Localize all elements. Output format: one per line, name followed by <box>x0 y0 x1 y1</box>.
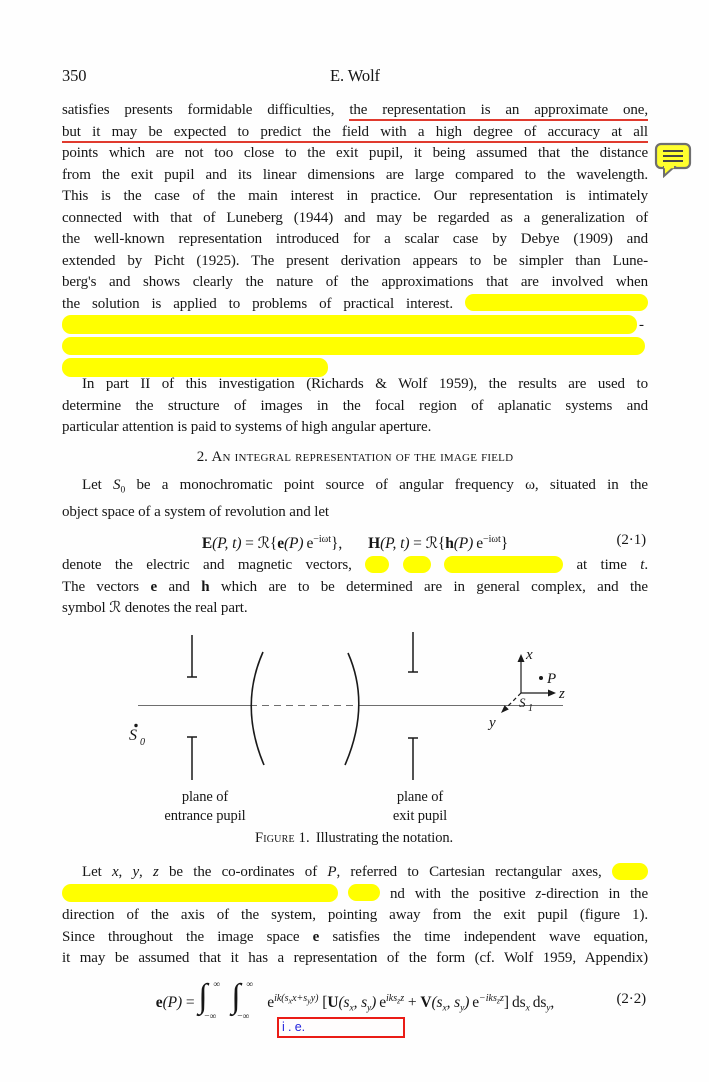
args: (P) <box>162 994 183 1011</box>
text-run: -direction in the <box>541 885 649 902</box>
operator: = ℛ{ <box>241 535 278 552</box>
figure-1-diagram <box>0 628 709 854</box>
exp-sub-y: y <box>307 996 311 1006</box>
text-line: connected with that of Luneberg (1944) and may be regarded as a generalization of <box>62 209 648 226</box>
bracket: [ <box>322 994 328 1011</box>
point-P-dot <box>539 676 543 680</box>
z-axis-arrowhead <box>548 690 556 697</box>
z-axis-label: z <box>559 686 565 702</box>
exponent <box>386 993 404 1004</box>
section-heading <box>62 449 648 466</box>
sticky-note-annotation[interactable] <box>654 142 694 178</box>
running-head-author: E. Wolf <box>330 66 380 85</box>
sub-x: x <box>525 1003 530 1014</box>
highlight-annotation[interactable] <box>348 884 380 901</box>
exp-base: e <box>472 994 480 1011</box>
text-line <box>62 577 648 599</box>
variable: t <box>640 557 645 573</box>
text-line: direction of the axis of the system, pointing away from the exit pupil (figure 1). <box>62 907 648 923</box>
text-line: object space of a system of revolution and let <box>62 504 329 520</box>
args: (P, t) <box>380 535 410 552</box>
paragraph-2 <box>62 374 648 439</box>
text-line: symbol ℛ denotes the real part. <box>62 600 248 616</box>
exp-run: y) <box>310 993 319 1004</box>
note-box-text: i . e. <box>282 1020 306 1034</box>
point-S1-subscript: 1 <box>528 703 533 714</box>
paragraph-5 <box>62 862 648 970</box>
punctuation: , <box>550 994 555 1011</box>
text-run: and <box>157 578 202 595</box>
subscript <box>526 1004 530 1014</box>
vector-V: V <box>420 994 432 1011</box>
text-line: the well-known representation introduced for a scalar case by Debye (1909) and <box>62 231 648 247</box>
text-line: points which are not too close to the exit pupil, it being assumed that the distance <box>62 145 648 161</box>
args: (P) <box>453 535 474 552</box>
text-run: satisfies presents formidable difficulties, <box>62 102 350 118</box>
sub-y: y <box>367 1003 372 1014</box>
vector-E: E <box>201 535 213 552</box>
highlight-annotation[interactable] <box>62 315 637 334</box>
args: (P) <box>283 535 304 552</box>
text-line <box>62 927 648 949</box>
exp-run: −iks <box>479 993 497 1004</box>
text-line <box>62 294 648 316</box>
text-line <box>62 884 648 906</box>
text-line <box>62 122 648 144</box>
exp-run: x+s <box>292 993 308 1004</box>
integral-upper-limit: ∞ <box>213 980 220 990</box>
exp-run: z <box>500 993 504 1004</box>
x-axis-label: x <box>526 647 533 663</box>
exit-pupil-label-line1: plane of <box>396 789 444 805</box>
args: ) <box>464 994 470 1011</box>
exponent <box>274 993 318 1004</box>
subscript: 0 <box>120 485 126 496</box>
note-box-annotation[interactable] <box>277 1017 405 1038</box>
args: (P, t) <box>212 535 242 552</box>
vector-e: e <box>155 994 163 1011</box>
differential: ds <box>511 994 526 1011</box>
text-run: , referred to Cartesian rectangular axes, <box>336 864 602 880</box>
text-line: from the exit pupil and its linear dimensions are large compared to the wavelength. <box>62 166 648 183</box>
text-line: it may be assumed that it has a representation of the form (cf. Wolf 1959, Appendix) <box>62 950 648 966</box>
source-S0-subscript: 0 <box>140 737 145 748</box>
exp-run: ik(s <box>274 993 289 1004</box>
differential: ds <box>532 994 547 1011</box>
redacted-line <box>62 315 648 337</box>
text-run: Let <box>82 864 112 880</box>
exp-base: e <box>476 535 483 552</box>
text-line <box>62 475 648 502</box>
figure-caption-tag: Figure 1. <box>254 830 310 846</box>
y-axis-label: y <box>489 715 496 731</box>
text-run: Since throughout the image space <box>62 928 313 945</box>
redacted-line <box>62 337 648 359</box>
vector-H: H <box>368 535 381 552</box>
text-line: In part II of this investigation (Richards & Wolf 1959), the results are used to <box>82 376 648 392</box>
equation-number: (2·2) <box>616 991 646 1007</box>
integral-lower-limit: −∞ <box>204 1012 217 1022</box>
exp-run: iks <box>386 993 398 1004</box>
args: (s <box>338 994 350 1011</box>
integral-sign <box>231 980 264 1022</box>
operator: + <box>404 994 421 1011</box>
highlight-annotation[interactable] <box>403 556 431 573</box>
x-axis-arrowhead <box>518 654 525 662</box>
text-run: nd with the positive <box>389 885 536 902</box>
highlight-annotation[interactable] <box>62 884 338 903</box>
highlight-annotation[interactable] <box>444 556 563 573</box>
text-line <box>62 100 648 122</box>
args: , s <box>353 994 368 1011</box>
text-run: Let <box>82 477 114 493</box>
text-run: . <box>644 557 648 573</box>
vector-e: e <box>312 928 320 945</box>
brace: } <box>500 535 509 552</box>
text-run: , <box>139 864 153 880</box>
brace: }, <box>331 535 343 552</box>
paragraph-1 <box>62 100 648 380</box>
y-axis-arrowhead <box>501 705 509 713</box>
exponent: −iωt <box>483 534 501 545</box>
variable: S <box>113 477 121 493</box>
text-run: The vectors <box>62 578 151 595</box>
figure-caption-text: Illustrating the notation. <box>315 830 454 846</box>
variable: x <box>111 864 119 880</box>
exponent <box>479 993 504 1004</box>
exp-sub-z: z <box>496 996 501 1006</box>
text-line: particular attention is paid to systems of high angular aperture. <box>62 419 432 435</box>
figure-caption <box>255 830 453 846</box>
lens-back-surface <box>345 653 359 765</box>
text-run: satisfies the time independent wave equation, <box>319 928 648 945</box>
text-line: determine the structure of images in the focal region of aplanatic systems and <box>62 397 648 414</box>
exit-pupil-label-line2: exit pupil <box>392 808 448 824</box>
vector-e: e <box>277 535 284 552</box>
equation-2-2 <box>62 976 648 1022</box>
section-number: 2. <box>196 449 208 465</box>
text-run: be the co-ordinates of <box>158 864 328 880</box>
highlight-annotation[interactable] <box>465 294 648 311</box>
sticky-note-icon <box>654 142 694 178</box>
integral-glyph: ∫ <box>198 978 208 1015</box>
args: , s <box>446 994 461 1011</box>
equation-body <box>155 978 555 1022</box>
text-line: berg's and shows clearly the nature of the approximations that are involved when <box>62 274 648 290</box>
args: (s <box>431 994 443 1011</box>
section-title: An integral representation of the image field <box>211 449 514 465</box>
sub-y: y <box>460 1003 465 1014</box>
variable: z <box>152 864 159 880</box>
bracket: ] <box>503 994 509 1011</box>
exp-sub-z: z <box>397 996 401 1006</box>
exp-run: z <box>400 993 405 1004</box>
args: ) <box>371 994 377 1011</box>
operator: = <box>182 994 199 1011</box>
variable: P <box>327 864 337 880</box>
point-P-label: P <box>547 671 557 687</box>
highlight-annotation[interactable] <box>612 863 648 880</box>
equation-2-1 <box>62 526 648 554</box>
entrance-pupil-label-line1: plane of <box>181 789 229 805</box>
source-S0-label: S <box>129 727 137 744</box>
text-run: at time <box>576 557 641 573</box>
text-line <box>62 862 648 884</box>
text-line <box>62 555 648 577</box>
exp-sub-x: x <box>288 996 293 1006</box>
equation-body <box>202 535 508 552</box>
integral-upper-limit: ∞ <box>246 980 253 990</box>
sub-y: y <box>546 1003 551 1014</box>
text-run: , <box>118 864 133 880</box>
text-run: which are to be determined are in general complex, and the <box>209 578 648 595</box>
paragraph-4 <box>62 555 648 620</box>
point-S1-label: S <box>519 695 526 710</box>
text-run: the solution is applied to problems of practical interest. <box>62 295 454 312</box>
paragraph-3 <box>62 475 648 524</box>
vector-e: e <box>150 578 158 595</box>
red-underline-annotation[interactable]: but it may be expected to predict the field with a high degree of accuracy at all <box>62 124 648 143</box>
integral-sign <box>198 980 231 1022</box>
vector-h: h <box>201 578 210 595</box>
equation-number: (2·1) <box>616 532 646 548</box>
operator: = ℛ{ <box>409 535 446 552</box>
exp-base: e <box>306 535 314 552</box>
text-run: be a monochromatic point source of angular frequency ω, situated in the <box>125 477 648 493</box>
variable: z <box>535 885 542 902</box>
page-number: 350 <box>62 66 87 85</box>
integral-glyph: ∫ <box>231 978 241 1015</box>
text-line: extended by Picht (1925). The present derivation appears to be simpler than Lune- <box>62 252 648 269</box>
text-run: denote the electric and magnetic vectors, <box>62 557 352 573</box>
integral-lower-limit: −∞ <box>237 1012 250 1022</box>
sub-x: x <box>349 1003 354 1014</box>
text-run: - <box>639 317 644 333</box>
figure-1 <box>0 628 709 854</box>
page-header <box>62 66 648 86</box>
exp-base: e <box>379 994 387 1011</box>
red-underline-annotation[interactable]: the representation is an approximate one, <box>349 102 648 121</box>
text-line: This is the case of the main interest in practice. Our representation is intimately <box>62 188 648 204</box>
highlight-annotation[interactable] <box>62 337 645 356</box>
highlight-annotation[interactable] <box>365 556 389 573</box>
vector-U: U <box>327 994 339 1011</box>
exponent: −iωt <box>313 534 332 545</box>
entrance-pupil-label-line2: entrance pupil <box>164 808 246 824</box>
exp-base: e <box>267 994 275 1011</box>
vector-h: h <box>445 535 454 552</box>
variable: y <box>132 864 140 880</box>
lens-front-surface <box>251 652 264 765</box>
sub-x: x <box>442 1003 447 1014</box>
